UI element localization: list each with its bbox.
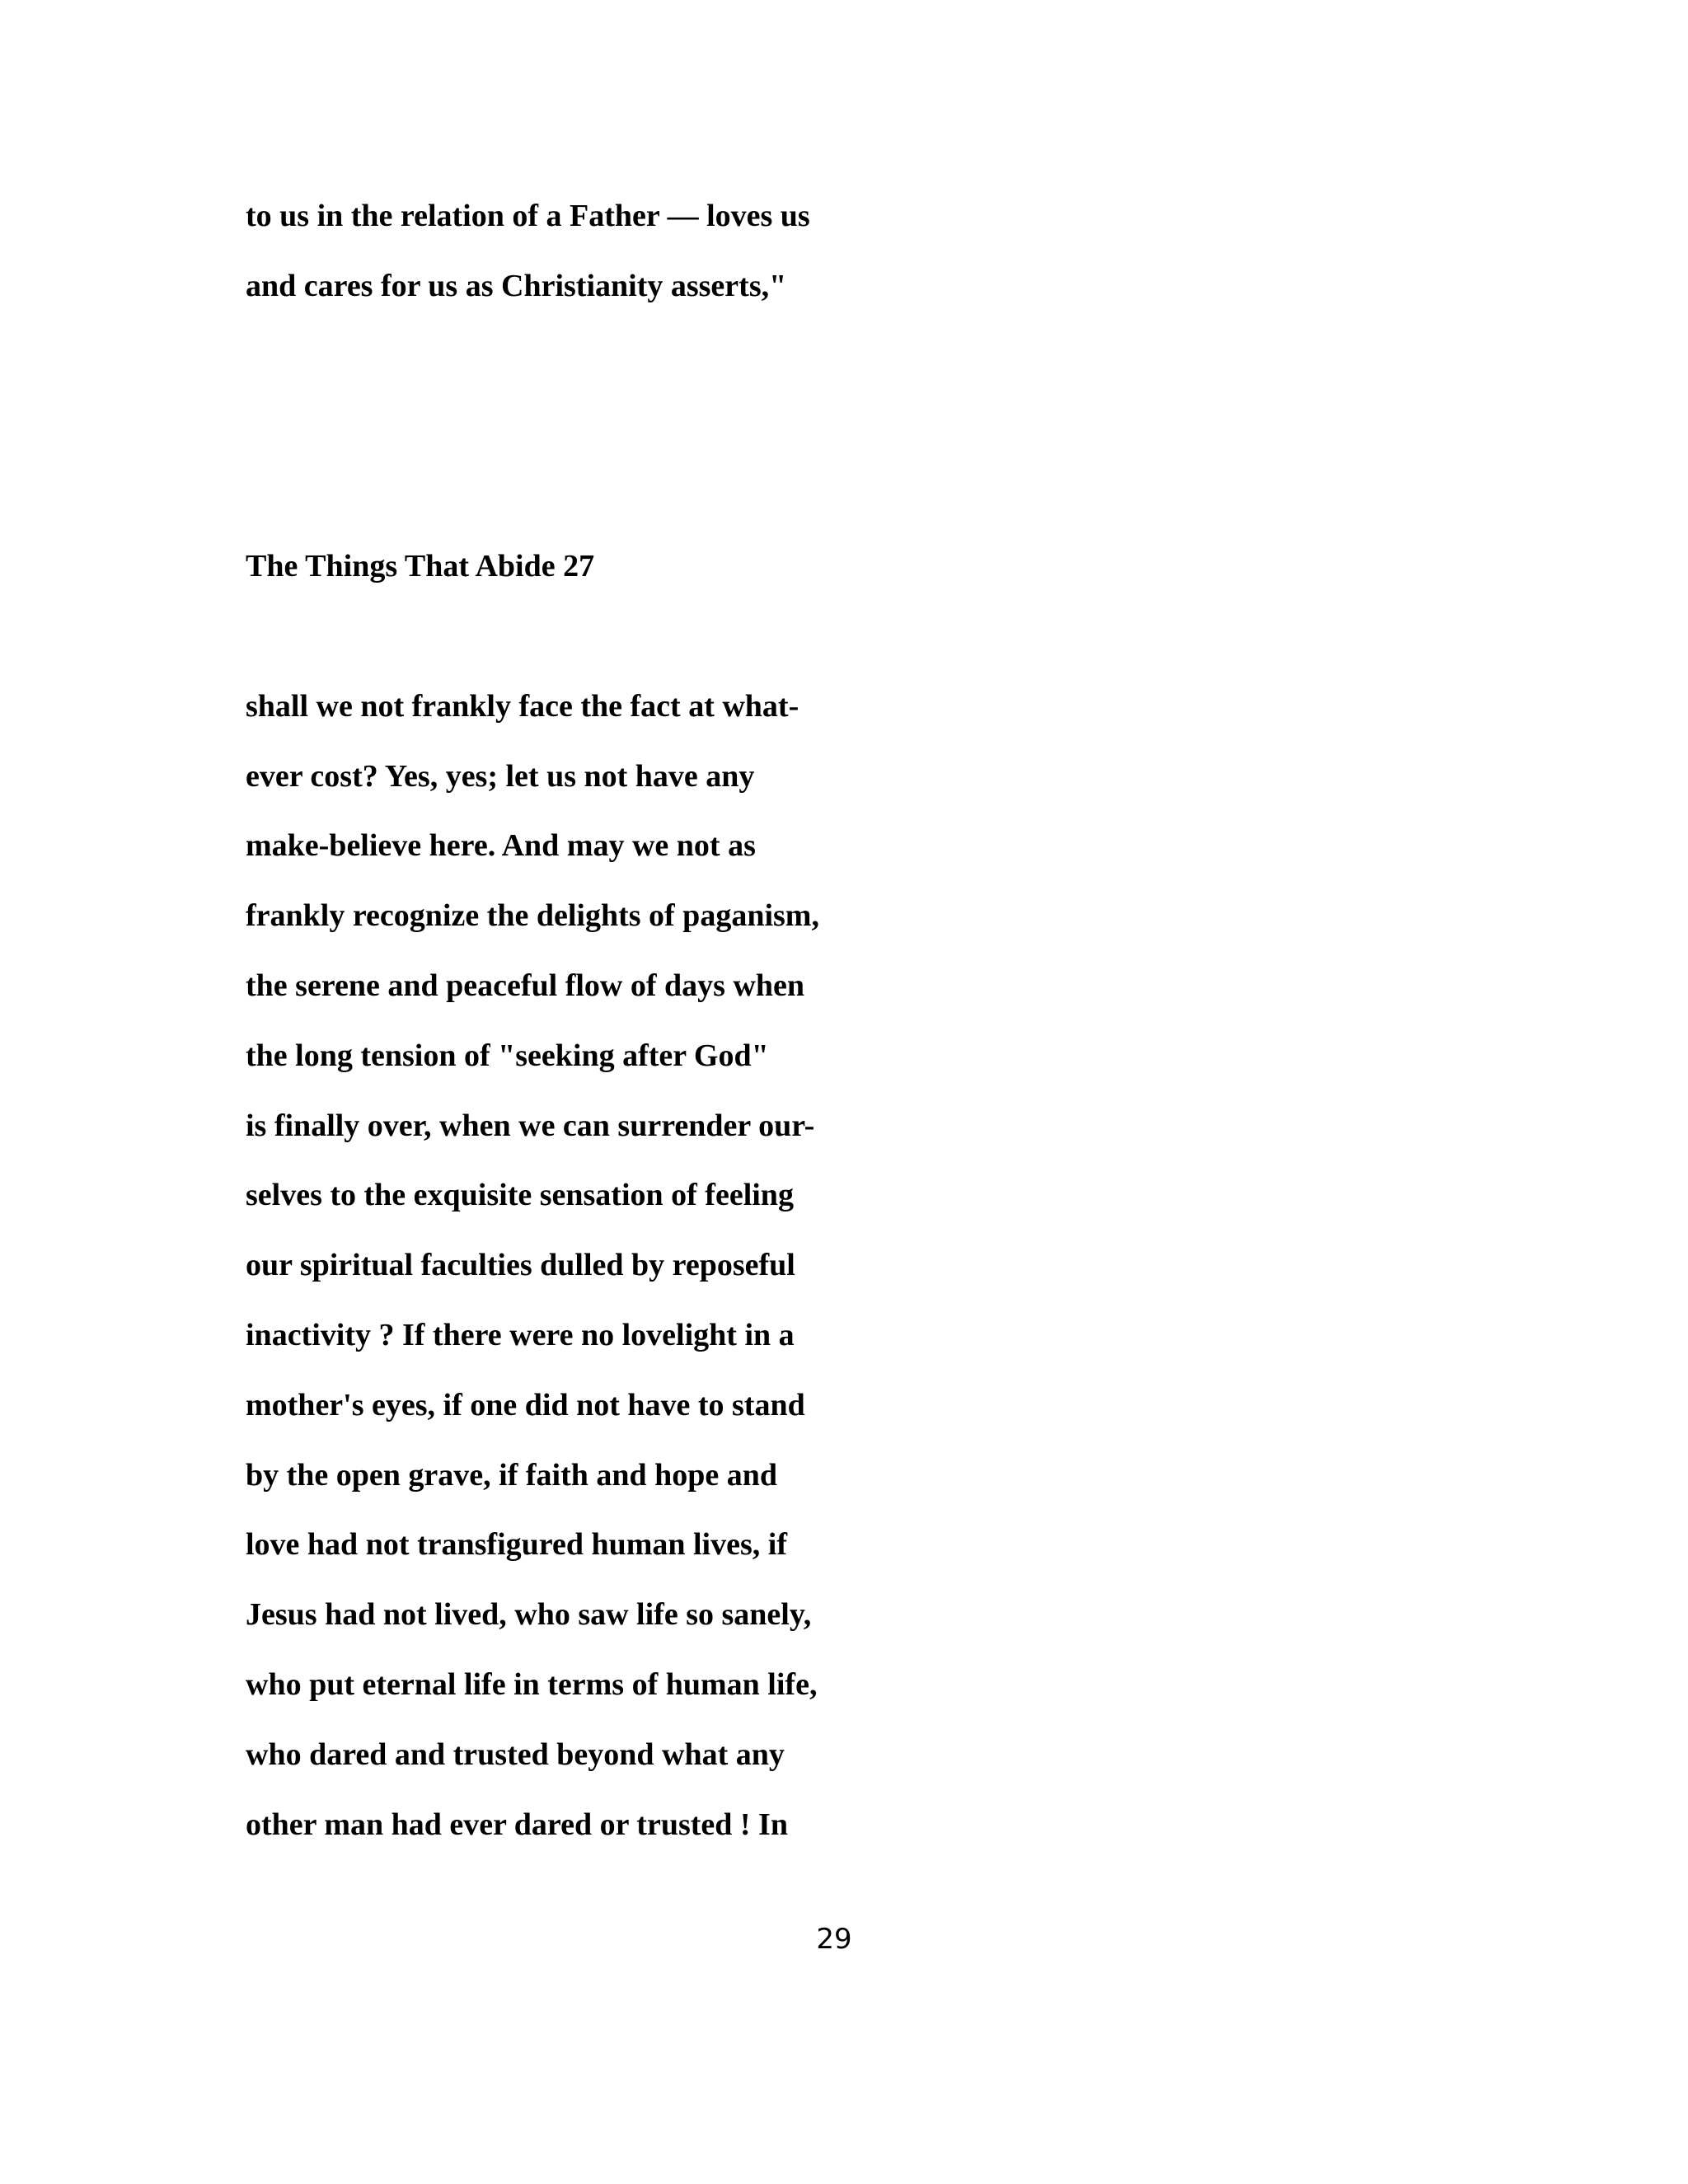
text-line: mother's eyes, if one did not have to stand <box>246 1388 805 1422</box>
text-line: our spiritual faculties dulled by reposeful <box>246 1248 795 1282</box>
text-line: the long tension of "seeking after God" <box>246 1038 769 1073</box>
text-line: who put eternal life in terms of human life, <box>246 1667 818 1702</box>
text-line: the serene and peaceful flow of days when <box>246 968 805 1003</box>
text-line: selves to the exquisite sensation of feeling <box>246 1178 794 1212</box>
text-line: frankly recognize the delights of paganism, <box>246 898 819 933</box>
running-header: The Things That Abide 27 <box>246 549 595 583</box>
text-line: and cares for us as Christianity asserts," <box>246 269 787 303</box>
text-line: by the open grave, if faith and hope and <box>246 1458 778 1493</box>
text-line: love had not transfigured human lives, if <box>246 1527 787 1562</box>
page-number: 29 <box>816 1923 852 1956</box>
text-line: ever cost? Yes, yes; let us not have any <box>246 759 755 794</box>
text-line: who dared and trusted beyond what any <box>246 1737 785 1772</box>
text-line: to us in the relation of a Father — loves us <box>246 199 810 233</box>
text-line: other man had ever dared or trusted ! In <box>246 1807 788 1842</box>
text-line: make-believe here. And may we not as <box>246 828 756 863</box>
text-line: is finally over, when we can surrender our- <box>246 1108 815 1143</box>
text-line: shall we not frankly face the fact at what- <box>246 689 799 724</box>
text-line: Jesus had not lived, who saw life so sanely, <box>246 1597 812 1632</box>
text-line: inactivity ? If there were no lovelight in a <box>246 1318 795 1352</box>
